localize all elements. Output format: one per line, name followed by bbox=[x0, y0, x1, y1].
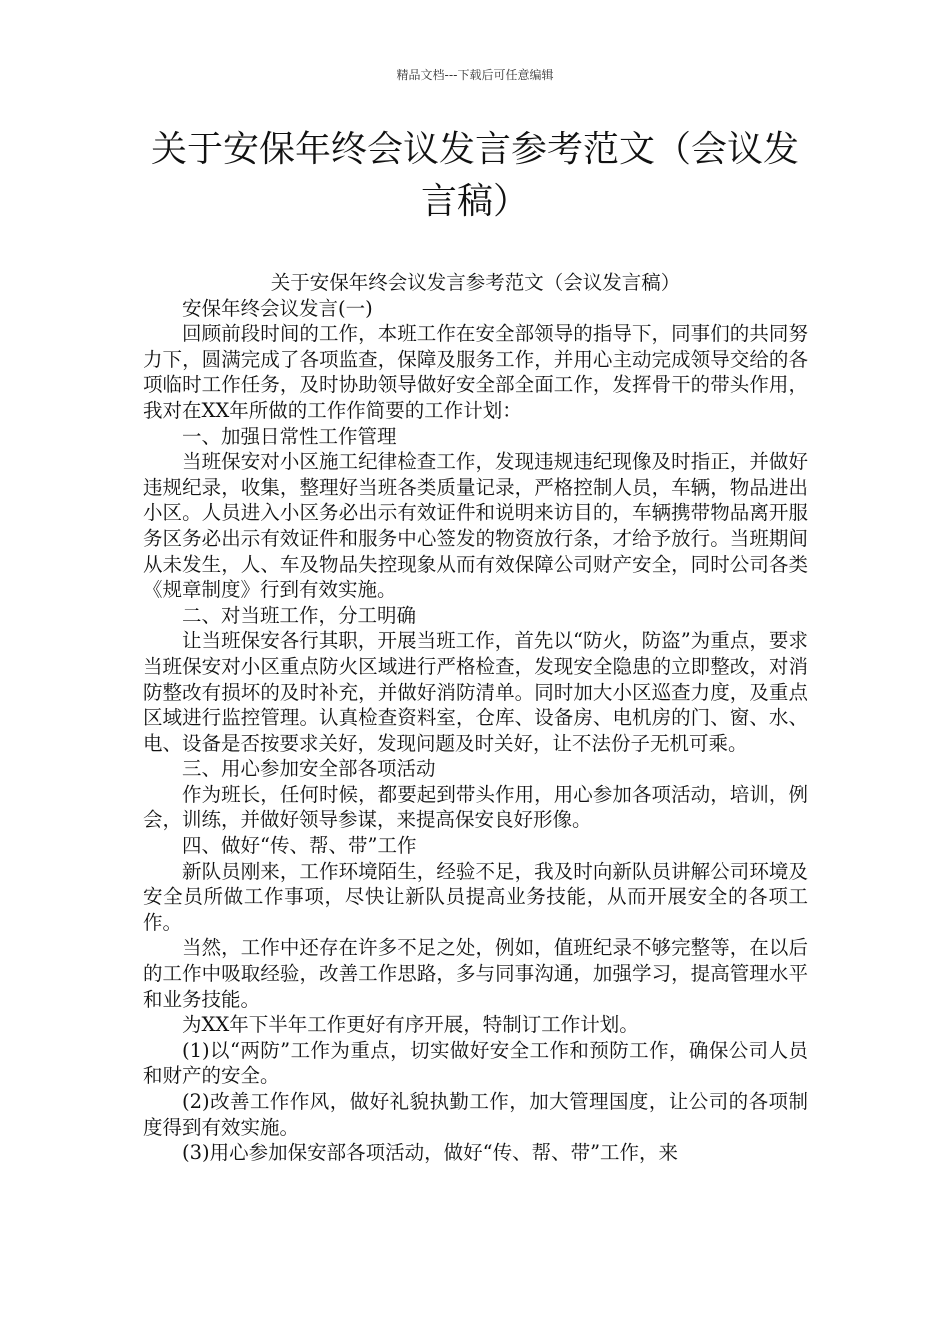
section-heading: 一、加强日常性工作管理 bbox=[182, 424, 397, 448]
paragraph: 当然，工作中还存在许多不足之处，例如，值班纪录不够完整等，在以后的工作中吸取经验，改善工作思路，多与同事沟通，加强学习，提高管理水平和业务技能。 bbox=[143, 936, 808, 1011]
subtitle: 关于安保年终会议发言参考范文（会议发言稿） bbox=[270, 271, 681, 294]
list-item: (1)以“两防”工作为重点，切实做好安全工作和预防工作，确保公司人员和财产的安全。 bbox=[143, 1038, 808, 1088]
list-item: (3)用心参加保安部各项活动，做好“传、帮、带”工作，来 bbox=[182, 1141, 679, 1165]
list-item: (2)改善工作作风，做好礼貌执勤工作，加大管理国度，让公司的各项制度得到有效实施。 bbox=[143, 1090, 808, 1139]
paragraph: 作为班长，任何时候，都要起到带头作用，用心参加各项活动，培训，例会，训练，并做好领导参谋，来提高保安良好形像。 bbox=[143, 782, 808, 832]
paragraph: 为XX年下半年工作更好有序开展，特制订工作计划。 bbox=[182, 1013, 639, 1037]
section-heading: 四、做好“传、帮、带”工作 bbox=[182, 834, 417, 858]
header-note: 精品文档---下载后可任意编辑 bbox=[396, 68, 554, 82]
paragraph: 让当班保安各行其职，开展当班工作，首先以“防火，防盗”为重点，要求当班保安对小区重点防火区域进行严格检查，发现安全隐患的立即整改，对消防整改有损坏的及时补充，并做好消防清单。同时加大小区巡查力度，及重点区域进行监控管理。认真检查资料室，仓库、设备房、电机房的门、窗、水、电、设备是否按要求关好，发现问题及时关好，让不法份子无机可乘。 bbox=[143, 629, 808, 755]
document-title: 关于安保年终会议发言参考范文（会议发言稿） bbox=[150, 129, 799, 222]
section-heading: 三、用心参加安全部各项活动 bbox=[182, 757, 436, 781]
section-heading: 二、对当班工作，分工明确 bbox=[182, 603, 417, 627]
paragraph: 回顾前段时间的工作，本班工作在安全部领导的指导下，同事们的共同努力下，圆满完成了各项监查，保障及服务工作，并用心主动完成领导交给的各项临时工作任务，及时协助领导做好安全部全面工作，发挥骨干的带头作用，我对在XX年所做的工作作简要的工作计划： bbox=[143, 322, 808, 422]
section-heading-speech-one: 安保年终会议发言(一) bbox=[182, 296, 373, 320]
paragraph: 当班保安对小区施工纪律检查工作，发现违规违纪现像及时指正，并做好违规纪录，收集，整理好当班各类质量记录，严格控制人员，车辆，物品进出小区。人员进入小区务必出示有效证件和说明来访目的，车辆携带物品离开服务区务必出示有效证件和服务中心签发的物资放行条，才给予放行。当班期间从未发生，人、车及物品失控现象从而有效保障公司财产安全，同时公司各类《规章制度》行到有效实施。 bbox=[143, 450, 808, 602]
document-body bbox=[143, 270, 808, 1166]
paragraph: 新队员刚来，工作环境陌生，经验不足，我及时向新队员讲解公司环境及安全员所做工作事项，尽快让新队员提高业务技能，从而开展安全的各项工作。 bbox=[143, 859, 808, 934]
